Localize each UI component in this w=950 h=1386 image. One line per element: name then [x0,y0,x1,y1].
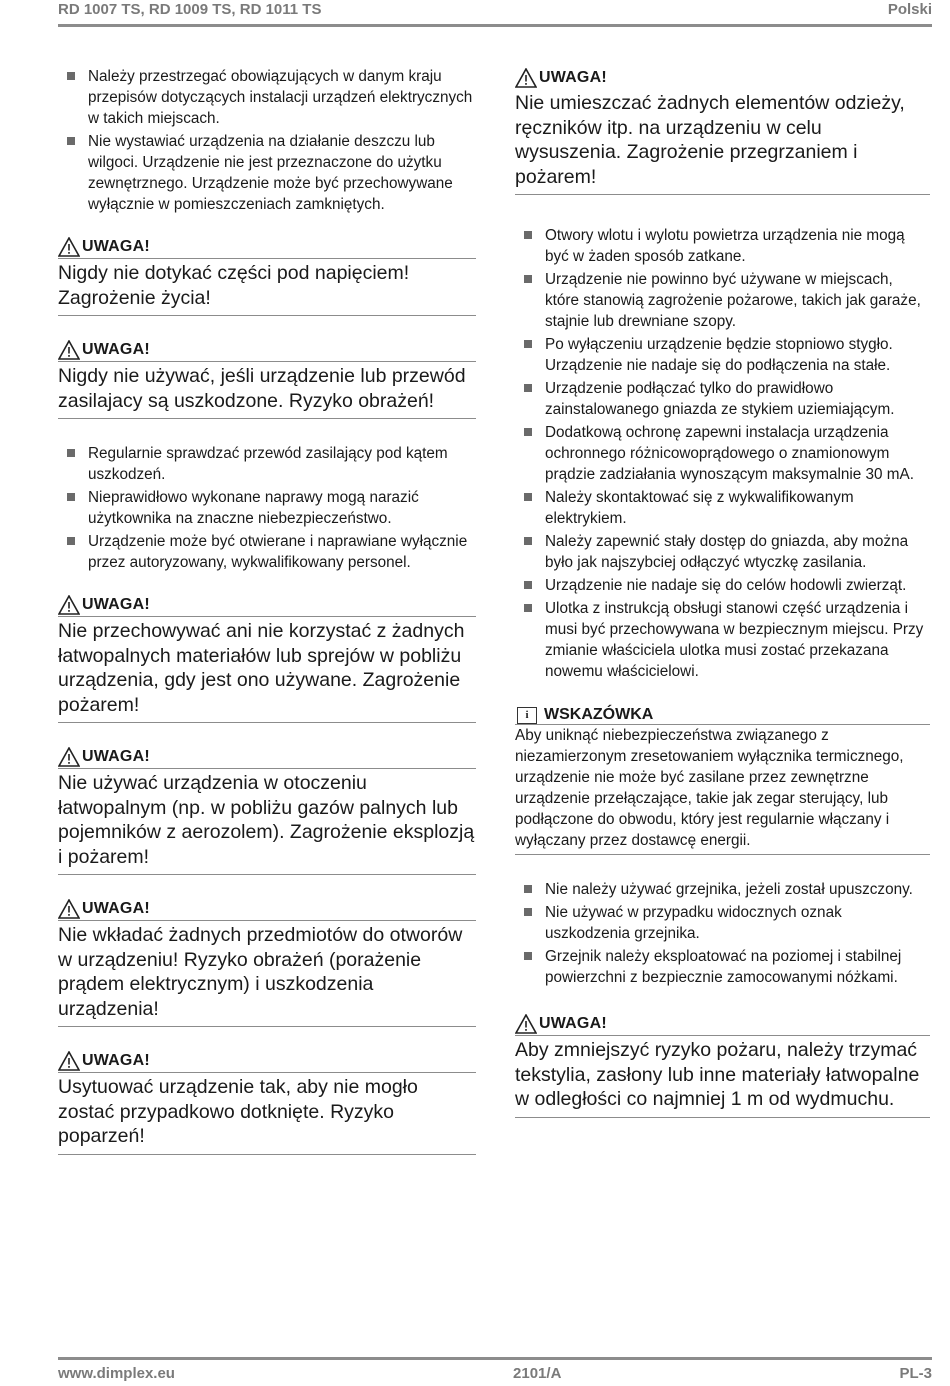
warning-text: Usytuować urządzenie tak, aby nie mogło zostać przypadkowo dotknięte. Ryzyko poparzeń! [58,1073,476,1155]
warning-icon [515,68,537,88]
warning-label: UWAGA! [82,1052,150,1069]
warning-label: UWAGA! [82,596,150,613]
list-item: Urządzenie może być otwierane i naprawiane wyłącznie przez autoryzowany, wykwalifikowany personel. [58,531,476,573]
warning-label: UWAGA! [82,900,150,917]
note-label: WSKAZÓWKA [544,706,654,723]
right-bullet-list-1 [515,225,930,682]
warning-icon [515,1014,537,1034]
warning-text: Nie przechowywać ani nie korzystać z żadnych łatwopalnych materiałów lub sprejów w pobliżu urządzenia, gdy jest ono używane. Zagrożenie pożarem! [58,617,476,723]
list-item: Należy przestrzegać obowiązujących w danym kraju przepisów dotyczących instalacji urządzeń elektrycznych w takich miejscach. [58,66,476,129]
warning-label: UWAGA! [82,341,150,358]
warning-text: Nie wkładać żadnych przedmiotów do otworów w urządzeniu! Ryzyko obrażeń (porażenie prądem elektrycznym) i uszkodzenia urządzenia! [58,921,476,1027]
list-item: Nieprawidłowo wykonane naprawy mogą narazić użytkownika na znaczne niebezpieczeństwo. [58,487,476,529]
warning-text: Nie umieszczać żadnych elementów odzieży, ręczników itp. na urządzeniu w celu wysuszenia. Zagrożenie przegrzaniem i pożarem! [515,89,930,195]
list-item: Nie używać w przypadku widocznych oznak uszkodzenia grzejnika. [515,902,930,944]
warning-block [515,68,930,195]
left-bullet-list-1 [58,66,476,215]
right-bullet-list-2 [515,879,930,988]
warning-icon [58,340,80,360]
warning-block [58,747,476,875]
footer-code: 2101/A [513,1364,562,1382]
warning-icon [58,595,80,615]
list-item: Urządzenie nie powinno być używane w miejscach, które stanowią zagrożenie pożarowe, takich jak garaże, stajnie lub drewniane szopy. [515,269,930,332]
warning-label: UWAGA! [82,238,150,255]
warning-text: Nigdy nie dotykać części pod napięciem! Zagrożenie życia! [58,259,476,316]
list-item: Ulotka z instrukcją obsługi stanowi część urządzenia i musi być przechowywana w bezpiecznym miejscu. Przy zmianie właściciela ulotka musi zostać przekazana nowemu właścicielowi. [515,598,930,682]
warning-text: Nie używać urządzenia w otoczeniu łatwopalnym (np. w pobliżu gazów palnych lub pojemników z aerozolem). Zagrożenie eksplozją i pożarem! [58,769,476,875]
note-text: Aby uniknąć niebezpieczeństwa związanego z niezamierzonym zresetowaniem wyłącznika termicznego, urządzenie nie może być zasilane przez zewnętrzne urządzenie przełączające, takie jak zegar sterujący, lub podłączone do obwodu, który jest regularnie włączany i wyłączany przez dostawcę energii. [515,725,930,855]
warning-text: Aby zmniejszyć ryzyko pożaru, należy trzymać tekstylia, zasłony lub inne materiały łatwopalne w odległości co najmniej 1 m od wydmuchu. [515,1036,930,1118]
warning-label: UWAGA! [539,69,607,86]
warning-icon [58,237,80,257]
warning-block [515,1014,930,1118]
warning-icon [58,747,80,767]
warning-icon [58,899,80,919]
list-item: Regularnie sprawdzać przewód zasilający pod kątem uszkodzeń. [58,443,476,485]
right-column [515,66,930,1142]
warning-icon [58,1051,80,1071]
warning-text: Nigdy nie używać, jeśli urządzenie lub przewód zasilajacy są uszkodzone. Ryzyko obrażeń! [58,362,476,419]
page-number: PL-3 [899,1364,932,1382]
left-column [58,66,476,1179]
warning-block [58,595,476,723]
warning-label: UWAGA! [82,748,150,765]
list-item: Otwory wlotu i wylotu powietrza urządzenia nie mogą być w żaden sposób zatkane. [515,225,930,267]
list-item: Urządzenie podłączać tylko do prawidłowo zainstalowanego gniazda ze stykiem uziemiającym. [515,378,930,420]
warning-block [58,1051,476,1155]
left-bullet-list-2 [58,443,476,573]
warning-block [58,237,476,316]
warning-block [58,340,476,419]
header-language: Polski [887,1,932,18]
note-block [515,706,930,855]
footer-website[interactable]: www.dimplex.eu [58,1364,175,1382]
warning-block [58,899,476,1027]
list-item: Należy zapewnić stały dostęp do gniazda, aby można było jak najszybciej odłączyć wtyczkę zasilania. [515,531,930,573]
list-item: Nie wystawiać urządzenia na działanie deszczu lub wilgoci. Urządzenie nie jest przeznaczone do użytku zewnętrznego. Urządzenie może być przechowywane wyłącznie w pomieszczeniach zamkniętych. [58,131,476,215]
list-item: Po wyłączeniu urządzenie będzie stopniowo stygło. Urządzenie nie nadaje się do podłączenia na stałe. [515,334,930,376]
list-item: Grzejnik należy eksploatować na poziomej i stabilnej powierzchni z bezpiecznie zamocowanymi nóżkami. [515,946,930,988]
list-item: Dodatkową ochronę zapewni instalacja urządzenia ochronnego różnicowoprądowego o znamionowym prądzie zadziałania wynoszącym maksymalnie 30 mA. [515,422,930,485]
header-models: RD 1007 TS, RD 1009 TS, RD 1011 TS [58,1,322,18]
list-item: Należy skontaktować się z wykwalifikowanym elektrykiem. [515,487,930,529]
page-footer [58,1357,932,1386]
page-header [58,0,932,27]
list-item: Urządzenie nie nadaje się do celów hodowli zwierząt. [515,575,930,596]
info-icon: i [517,707,537,724]
list-item: Nie należy używać grzejnika, jeżeli został upuszczony. [515,879,930,900]
warning-label: UWAGA! [539,1015,607,1032]
